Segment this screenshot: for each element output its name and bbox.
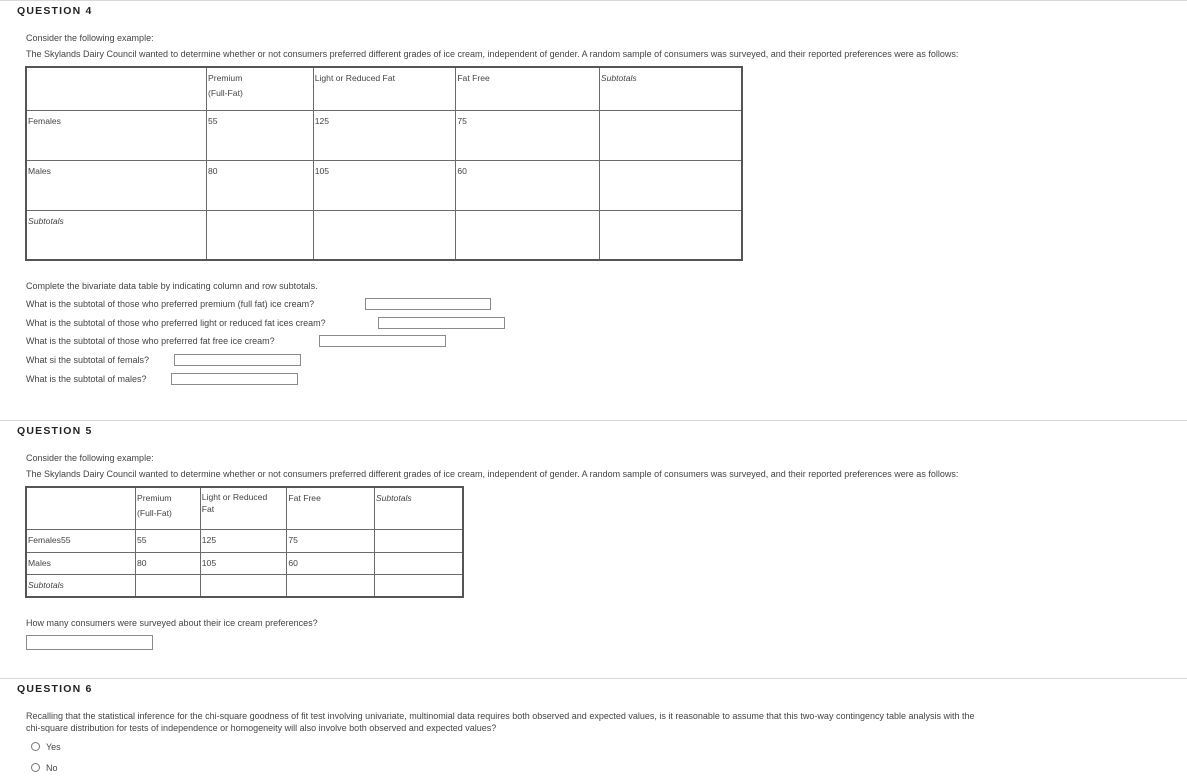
q4-cell-empty — [599, 110, 742, 160]
q4-cell: 105 — [313, 160, 456, 210]
q5-cell: 80 — [136, 552, 201, 574]
q4-cell: 60 — [456, 160, 600, 210]
q4-prompt-premium: What is the subtotal of those who preferred premium (full fat) ice cream? — [26, 299, 315, 309]
q4-header-light: Light or Reduced Fat — [313, 67, 456, 110]
q5-row-label: Females55 — [26, 529, 136, 552]
q4-row-label: Subtotals — [26, 210, 206, 260]
q4-instruction: Complete the bivariate data table by indicating column and row subtotals. — [26, 281, 318, 291]
q5-header-fat-free: Fat Free — [287, 487, 374, 529]
no-label: No — [46, 763, 58, 773]
question-6-heading: QUESTION 6 — [17, 683, 93, 695]
q5-cell-empty — [374, 552, 463, 574]
females-subtotal-input[interactable] — [174, 354, 301, 366]
q5-row-females — [26, 529, 463, 552]
q4-intro: Consider the following example: — [26, 33, 154, 43]
q4-row-females — [26, 110, 742, 160]
q6-text-line1: Recalling that the statistical inference for the chi-square goodness of fit test involving univariate, multinomial data requires both observed and expected values, is it reasonable to assume that this two-way contingency table analysis with the — [26, 711, 975, 721]
q4-prompt-fat-free: What is the subtotal of those who preferred fat free ice cream? — [26, 336, 275, 346]
q5-cell: 75 — [287, 529, 374, 552]
q4-cell: 75 — [456, 110, 600, 160]
q5-question: How many consumers were surveyed about their ice cream preferences? — [26, 618, 318, 628]
no-radio[interactable] — [31, 763, 40, 772]
premium-subtotal-input[interactable] — [365, 298, 491, 310]
q5-row-males — [26, 552, 463, 574]
q4-header-subtotals: Subtotals — [599, 67, 742, 110]
q4-cell-empty — [206, 210, 313, 260]
yes-label: Yes — [46, 742, 61, 752]
q4-prompt-females: What si the subtotal of femals? — [26, 355, 150, 365]
q4-row-subtotals — [26, 210, 742, 260]
light-subtotal-input[interactable] — [378, 317, 505, 329]
q5-cell: 125 — [200, 529, 287, 552]
top-divider — [0, 0, 1187, 1]
q5-header-light: Light or Reduced Fat — [200, 487, 287, 529]
q4-header-row — [26, 67, 742, 110]
question-5-heading: QUESTION 5 — [17, 425, 93, 437]
total-surveyed-input[interactable] — [26, 635, 153, 650]
q5-row-subtotals — [26, 574, 463, 597]
males-subtotal-input[interactable] — [171, 373, 298, 385]
q4-header-premium: Premium (Full-Fat) — [206, 67, 313, 110]
q5-row-label: Subtotals — [26, 574, 136, 597]
q4-prompt-light: What is the subtotal of those who preferred light or reduced fat ices cream? — [26, 318, 326, 328]
q4-row-label: Females — [26, 110, 206, 160]
q6-text-line2: chi-square distribution for tests of independence or homogeneity will also involve both observed and expected values? — [26, 723, 497, 733]
divider — [0, 420, 1187, 421]
q5-data-table — [25, 486, 464, 598]
yes-radio[interactable] — [31, 742, 40, 751]
q4-cell-empty — [599, 210, 742, 260]
q4-header-fat-free: Fat Free — [456, 67, 600, 110]
q4-cell-empty — [313, 210, 456, 260]
question-4-heading: QUESTION 4 — [17, 5, 93, 17]
divider — [0, 678, 1187, 679]
q5-cell: 60 — [287, 552, 374, 574]
q4-cell: 80 — [206, 160, 313, 210]
q4-data-table — [25, 66, 743, 261]
q4-row-label: Males — [26, 160, 206, 210]
q5-cell: 55 — [136, 529, 201, 552]
q5-description: The Skylands Dairy Council wanted to determine whether or not consumers preferred different grades of ice cream, independent of gender. A random sample of consumers was surveyed, and their reported preferences were as follows: — [26, 469, 959, 479]
q5-cell-empty — [200, 574, 287, 597]
q5-intro: Consider the following example: — [26, 453, 154, 463]
q4-description: The Skylands Dairy Council wanted to determine whether or not consumers preferred different grades of ice cream, independent of gender. A random sample of consumers was surveyed, and their reported preferences were as follows: — [26, 49, 959, 59]
q5-cell-empty — [374, 529, 463, 552]
q4-cell-empty — [456, 210, 600, 260]
q4-header-empty — [26, 67, 206, 110]
q4-prompt-males: What is the subtotal of males? — [26, 374, 147, 384]
q4-cell-empty — [599, 160, 742, 210]
q5-cell-empty — [287, 574, 374, 597]
q4-cell: 55 — [206, 110, 313, 160]
fat-free-subtotal-input[interactable] — [319, 335, 446, 347]
q4-cell: 125 — [313, 110, 456, 160]
q5-header-empty — [26, 487, 136, 529]
q5-header-subtotals: Subtotals — [374, 487, 463, 529]
q5-header-row — [26, 487, 463, 529]
q5-cell: 105 — [200, 552, 287, 574]
q5-cell-empty — [136, 574, 201, 597]
q4-row-males — [26, 160, 742, 210]
q5-cell-empty — [374, 574, 463, 597]
q5-row-label: Males — [26, 552, 136, 574]
q5-header-premium: Premium (Full-Fat) — [136, 487, 201, 529]
